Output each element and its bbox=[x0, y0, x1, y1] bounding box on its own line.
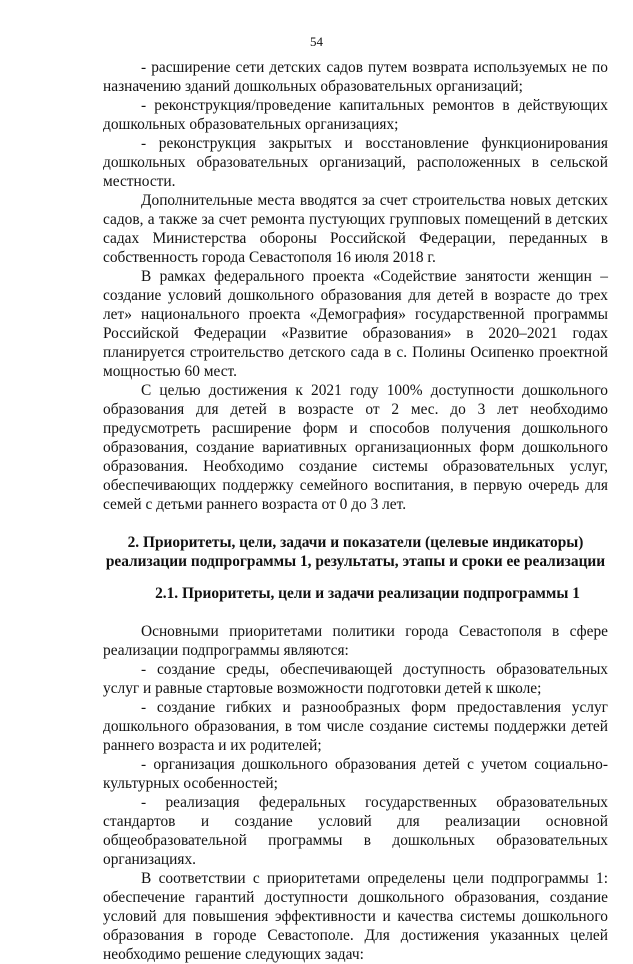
section-heading-line-1: 2. Приоритеты, цели, задачи и показатели (целевые индикаторы) bbox=[127, 534, 584, 551]
paragraph: В соответствии с приоритетами определены цели подпрограммы 1: обеспечение гарантий доступности дошкольного образования, создание условий для повышения эффективности и качества системы дошкольного образования в городе Севастополе. Для достижения указанных целей необходимо решение следующих задач: bbox=[103, 870, 608, 963]
list-item: - создание гибких и разнообразных форм предоставления услуг дошкольного образования, в том числе создание системы поддержки детей раннего возраста и их родителей; bbox=[103, 699, 608, 754]
paragraph: С целью достижения к 2021 году 100% доступности дошкольного образования для детей в возрасте от 2 мес. до 3 лет необходимо предусмотреть расширение форм и способов получения дошкольного образования, создание вариативных организационных форм дошкольного образования. Необходимо создание системы образовательных услуг, обеспечивающих поддержку семейного воспитания, в первую очередь для семей с детьми раннего возраста от 0 до 3 лет. bbox=[103, 382, 608, 513]
section-heading-line-2: реализации подпрограммы 1, результаты, этапы и сроки ее реализации bbox=[105, 553, 606, 570]
page-number: 54 bbox=[310, 34, 323, 49]
list-item: - реализация федеральных государственных образовательных стандартов и создание условий для реализации основной общеобразовательной программы в дошкольных образовательных организациях. bbox=[103, 794, 608, 868]
paragraph: Основными приоритетами политики города Севастополя в сфере реализации подпрограммы являются: bbox=[103, 623, 608, 659]
list-item: - организация дошкольного образования детей с учетом социально-культурных особенностей; bbox=[103, 756, 608, 792]
list-item: - создание среды, обеспечивающей доступность образовательных услуг и равные стартовые возможности подготовки детей к школе; bbox=[103, 661, 608, 697]
list-item: - реконструкция/проведение капитальных ремонтов в действующих дошкольных образовательных организациях; bbox=[103, 97, 608, 133]
spacer bbox=[103, 514, 608, 533]
list-item: - расширение сети детских садов путем возврата используемых не по назначению зданий дошкольных образовательных организаций; bbox=[103, 59, 608, 95]
paragraph: В рамках федерального проекта «Содействие занятости женщин – создание условий дошкольного образования для детей в возрасте до трех лет» национального проекта «Демография» государственной программы Российской Федерации «Развитие образования» в 2020–2021 годах планируется строительство детского сада в с. Полины Осипенко проектной мощностью 60 мест. bbox=[103, 268, 608, 380]
spacer bbox=[103, 571, 608, 584]
spacer bbox=[103, 603, 608, 622]
document-body bbox=[103, 58, 608, 964]
subsection-heading: 2.1. Приоритеты, цели и задачи реализации подпрограммы 1 bbox=[155, 585, 580, 602]
list-item: - реконструкция закрытых и восстановление функционирования дошкольных образовательных организаций, расположенных в сельской местности. bbox=[103, 135, 608, 190]
paragraph: Дополнительные места вводятся за счет строительства новых детских садов, а также за счет ремонта пустующих групповых помещений в детских садах Министерства обороны Российской Федерации, переданных в собственность города Севастополя 16 июля 2018 г. bbox=[103, 192, 608, 266]
